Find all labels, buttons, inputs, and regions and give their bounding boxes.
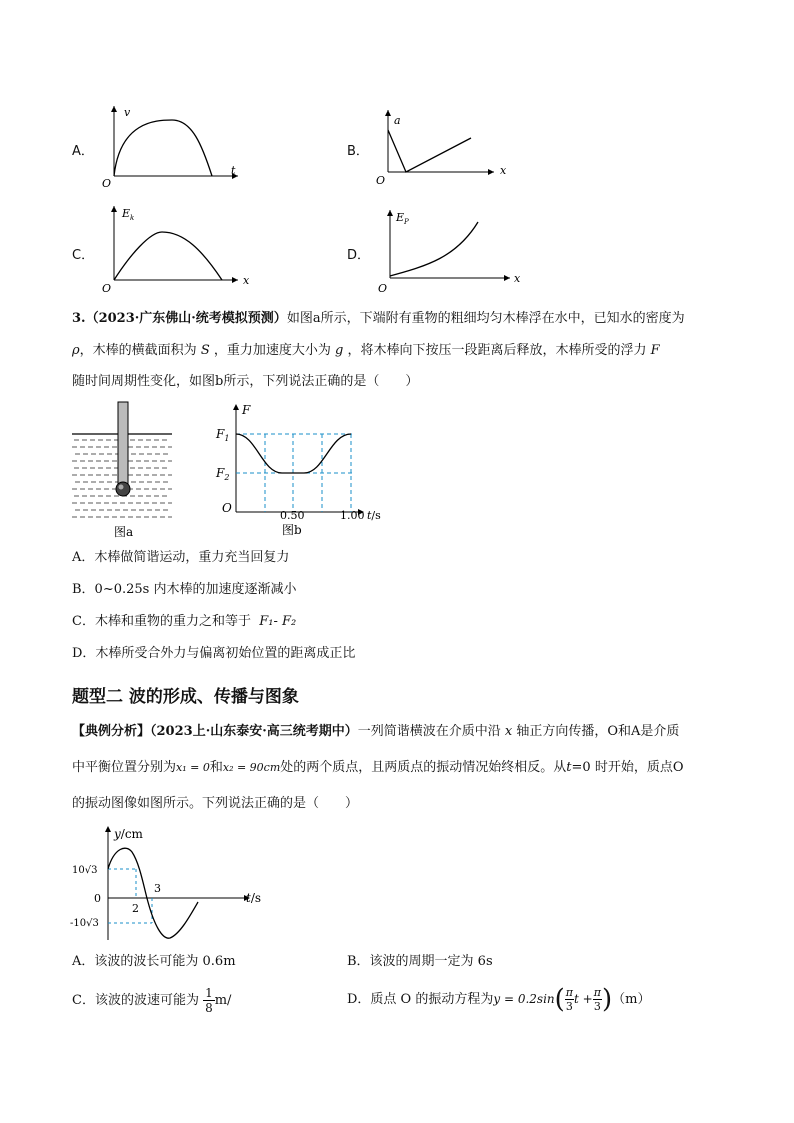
curve — [390, 222, 478, 276]
q3-option-b: B．0~0.25s 内木棒的加速度逐渐减小 — [72, 582, 297, 597]
example-option-d: D．质点 O 的振动方程为y = 0.2sin( $\frac{\pi}{3}$ t + $\frac{\pi}{3}$ )（m） — [347, 984, 651, 1015]
curve — [388, 130, 471, 172]
oscillation-curve — [108, 848, 198, 938]
example-line3: 的振动图像如图所示。下列说法正确的是（ ） — [72, 796, 359, 811]
svg-text:y/cm: y/cm — [114, 827, 143, 841]
example-option-b: B．该波的周期一定为 6s — [347, 954, 493, 969]
option-d-graph — [376, 206, 526, 296]
option-d-letter: D． — [347, 248, 371, 263]
svg-text:x: x — [500, 164, 507, 177]
svg-text:0: 0 — [94, 892, 101, 905]
option-b-letter: B． — [347, 144, 369, 159]
q3-line3: 随时间周期性变化，如图b所示，下列说法正确的是（ ） — [72, 374, 419, 389]
q3-option-c: C．木棒和重物的重力之和等于 F₁- F₂ — [72, 614, 297, 629]
option-a-graph — [100, 100, 250, 190]
svg-text:0.50: 0.50 — [280, 509, 305, 522]
figure-b — [212, 400, 392, 540]
q3-line1: 3.（2023·广东佛山·统考模拟预测）如图a所示，下端附有重物的粗细均匀木棒浮在水中，已知水的密度为 — [72, 311, 685, 326]
svg-text:10√3: 10√3 — [72, 865, 98, 876]
svg-text:2: 2 — [132, 902, 139, 915]
example-option-a: A．该波的波长可能为 0.6m — [72, 954, 236, 969]
section-title: 题型二 波的形成、传播与图象 — [72, 687, 299, 707]
figure-b-caption: 图b — [282, 523, 302, 537]
example-option-c: C．该波的波速可能为 $\frac{1}{8}$ m/ — [72, 986, 232, 1015]
svg-text:EP: $E_P$ — [396, 211, 409, 226]
q3-option-a: A．木棒做简谐运动，重力充当回复力 — [72, 550, 290, 565]
svg-text:x: x — [243, 274, 250, 287]
option-c-graph — [100, 200, 256, 296]
svg-text:a: a — [394, 114, 401, 127]
option-b-graph — [376, 104, 516, 190]
origin-label: O — [102, 177, 112, 190]
svg-text:O: O — [376, 174, 386, 187]
figure-a — [72, 400, 182, 540]
q3-line2: ρ，木棒的横截面积为 S ，重力加速度大小为 g ，将木棒向下按压一段距离后释放，木棒所受的浮力 F — [72, 343, 660, 358]
svg-text:3: 3 — [154, 882, 161, 895]
x-label: t — [231, 164, 236, 177]
weight-ball — [116, 482, 130, 496]
option-a-letter: A． — [72, 144, 94, 159]
svg-text:F2: $F_2$ — [216, 466, 230, 482]
vibration-graph — [70, 820, 270, 946]
example-line1: 【典例分析】（2023上·山东泰安·高三统考期中）一列简谐横波在介质中沿 x 轴正方向传播，O和A是介质 — [72, 724, 680, 739]
svg-text:t/s: t/s — [367, 509, 381, 522]
svg-text:F: F — [242, 403, 251, 417]
y-arrow — [111, 106, 117, 112]
svg-text:Ek: $E_k$ — [122, 207, 135, 222]
svg-text:F1: $F_1$ — [216, 427, 230, 443]
force-curve — [236, 434, 351, 473]
option-c-letter: C． — [72, 248, 95, 263]
svg-text:O: O — [378, 282, 388, 295]
y-label: v — [124, 106, 131, 119]
svg-text:1.00: 1.00 — [340, 509, 365, 522]
example-line2: 中平衡位置分别为x₁ = 0和x₂ = 90cm处的两个质点，且两质点的振动情况始终相反。从t=0 时开始，质点O — [72, 760, 684, 775]
wooden-stick — [118, 402, 128, 486]
svg-text:x: x — [514, 272, 521, 285]
curve — [114, 232, 222, 280]
figure-a-caption: 图a — [114, 525, 134, 539]
q3-option-d: D．木棒所受合外力与偏离初始位置的距离成正比 — [72, 646, 356, 661]
guide-lines — [108, 869, 152, 923]
curve — [114, 120, 212, 176]
svg-text:O: O — [102, 282, 112, 295]
svg-text:O: O — [222, 501, 232, 515]
svg-text:t/s: t/s — [246, 891, 262, 905]
svg-text:-10√3: -10√3 — [70, 918, 99, 929]
